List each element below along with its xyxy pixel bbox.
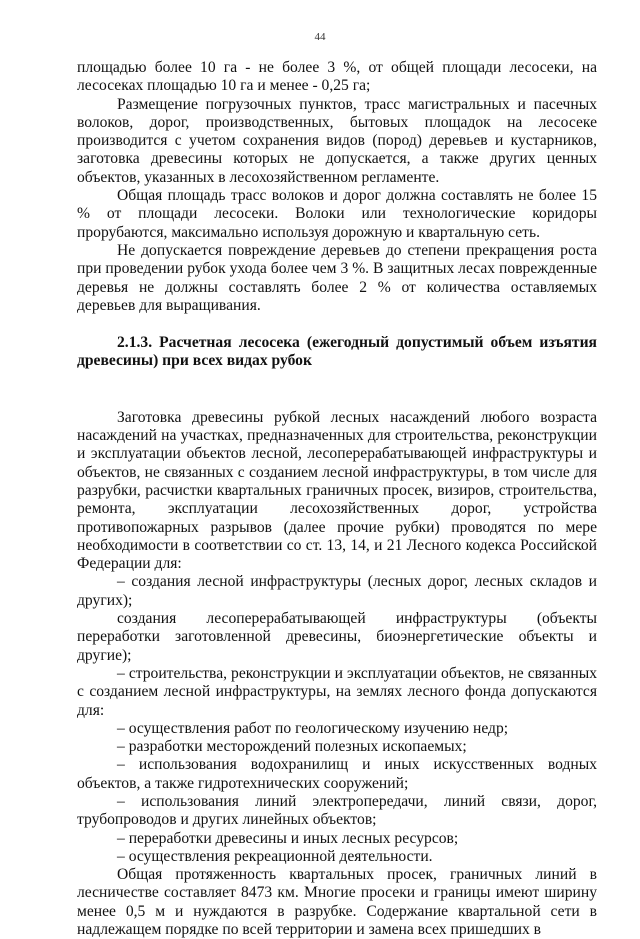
- paragraph-area-limits: площадью более 10 га - не более 3 %, от общей площади лесосеки, на лесосеках площадью 10 га и менее - 0,25 га;: [77, 59, 597, 95]
- paragraph-harvesting: Заготовка древесины рубкой лесных насаждений любого возраста насаждений на участках, предназначенных для строительства, реконструкции и эксплуатации объектов лесной, лесоперерабатывающей инфраструктуры и объектов, не связанных с созданием лесной инфраструктуры, в том числе для разрубки, расчистки квартальных граничных просек, визиров, строительства, ремонта, эксплуатации лесохозяйственных дорог, устройства противопожарных разрывов (далее прочие рубки) проводятся по мере необходимости в соответствии со ст. 13, 14, и 21 Лесного кодекса Российской Федерации для:: [77, 408, 597, 573]
- paragraph-clearings: Общая протяженность квартальных просек, граничных линий в лесничестве составляет 8473 км. Многие просеки и границы имеют ширину менее 0,5 м и нуждаются в разрубке. Содержание квартальной сети в надлежащем порядке по всей территории и замена всех пришедших в: [77, 866, 597, 939]
- list-item: – строительства, реконструкции и эксплуатации объектов, не связанных с созданием лесной инфраструктуры, на землях лесного фонда допускаются для:: [77, 664, 597, 719]
- paragraph-placement: Размещение погрузочных пунктов, трасс магистральных и пасечных волоков, дорог, производственных, бытовых площадок на лесосеке производится с учетом сохранения видов (пород) деревьев и кустарников, заготовка древесины которых не допускается, а также других ценных объектов, указанных в лесохозяйственном регламенте.: [77, 95, 597, 186]
- list-item: – переработки древесины и иных лесных ресурсов;: [117, 829, 459, 847]
- list-item: – использования линий электропередачи, линий связи, дорог, трубопроводов и других линейных объектов;: [77, 792, 597, 829]
- section-heading: 2.1.3. Расчетная лесосека (ежегодный допустимый объем изъятия древесины) при всех видах рубок: [77, 334, 597, 370]
- paragraph-trail-area: Общая площадь трасс волоков и дорог должна составлять не более 15 % от площади лесосеки. Волоки или технологические коридоры прорубаются, максимально используя дорожную и квартальную сеть.: [77, 187, 597, 241]
- page-number: 44: [314, 31, 326, 43]
- list-item: – использования водохранилищ и иных искусственных водных объектов, а также гидротехнических сооружений;: [77, 756, 597, 792]
- list-item: – разработки месторождений полезных ископаемых;: [117, 738, 467, 756]
- purpose-list: [77, 573, 597, 866]
- list-item: создания лесоперерабатывающей инфраструктуры (объекты переработки заготовленной древесины, биоэнергетические объекты и другие);: [77, 610, 597, 664]
- page-content: [77, 59, 597, 939]
- list-item: – создания лесной инфраструктуры (лесных дорог, лесных складов и других);: [77, 573, 597, 609]
- section-spacer: [77, 371, 597, 409]
- list-item: – осуществления рекреационной деятельности.: [117, 847, 433, 865]
- paragraph-tree-damage: Не допускается повреждение деревьев до степени прекращения роста при проведении рубок ухода более чем 3 %. В защитных лесах поврежденные деревья не должны составлять более 2 % от количества оставляемых деревьев для выращивания.: [77, 241, 597, 314]
- list-item: – осуществления работ по геологическому изучению недр;: [117, 719, 509, 737]
